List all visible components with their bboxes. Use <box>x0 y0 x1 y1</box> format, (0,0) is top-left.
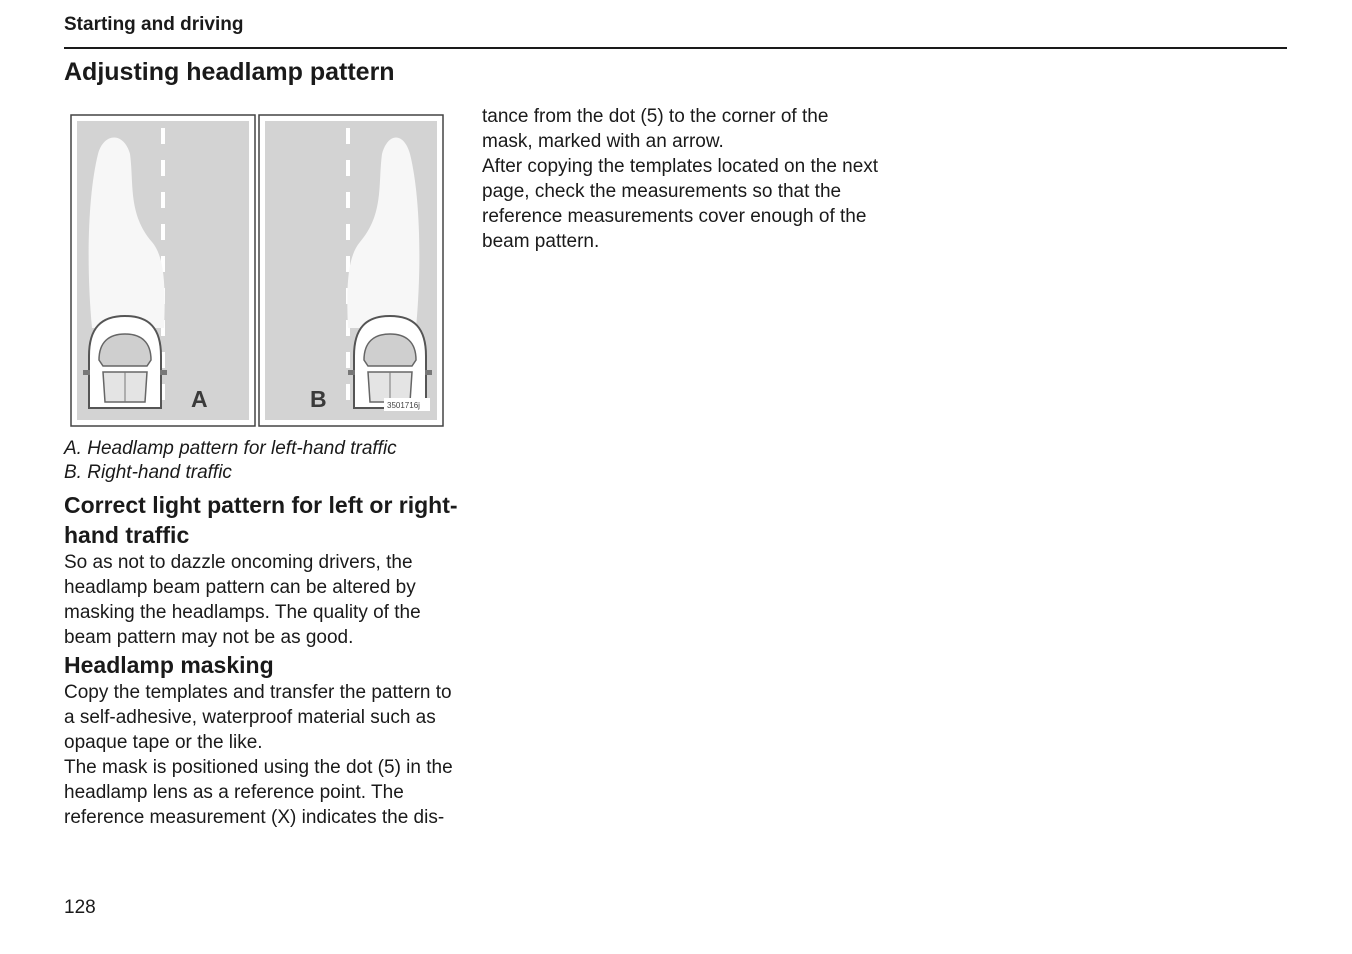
right-column <box>482 104 882 254</box>
masking-heading: Headlamp masking <box>64 652 274 678</box>
masking-paragraph-3: tance from the dot (5) to the corner of the mask, marked with an arrow. <box>482 106 829 152</box>
page-number: 128 <box>64 897 96 918</box>
panel-a-label: A <box>191 386 208 412</box>
panel-a-illustration <box>71 115 255 426</box>
left-column <box>64 490 464 830</box>
section-header: Starting and driving <box>64 14 244 35</box>
panel-b-label: B <box>310 386 327 412</box>
correct-pattern-heading: Correct light pattern for left or right-hand traffic <box>64 492 458 548</box>
header-rule <box>64 47 1287 49</box>
masking-paragraph-4: After copying the templates located on the next page, check the measurements so that the reference measurements cover enough of the beam pattern. <box>482 156 879 252</box>
headlamp-pattern-figure <box>70 114 444 428</box>
panel-b-illustration <box>259 115 443 426</box>
figure-caption <box>64 437 397 485</box>
caption-line-a: A. Headlamp pattern for left-hand traffic <box>64 438 397 459</box>
correct-pattern-text: So as not to dazzle oncoming drivers, the headlamp beam pattern can be altered by masking the headlamps. The quality of the beam pattern may not be as good. <box>64 552 421 648</box>
figure-code: 3501716j <box>387 401 420 410</box>
masking-paragraph-2: The mask is positioned using the dot (5) in the headlamp lens as a reference point. The reference measurement (X) indicates the dis- <box>64 757 453 828</box>
masking-paragraph-1: Copy the templates and transfer the pattern to a self-adhesive, waterproof material such as opaque tape or the like. <box>64 682 452 753</box>
page-title: Adjusting headlamp pattern <box>64 58 395 86</box>
caption-line-b: B. Right-hand traffic <box>64 462 232 483</box>
